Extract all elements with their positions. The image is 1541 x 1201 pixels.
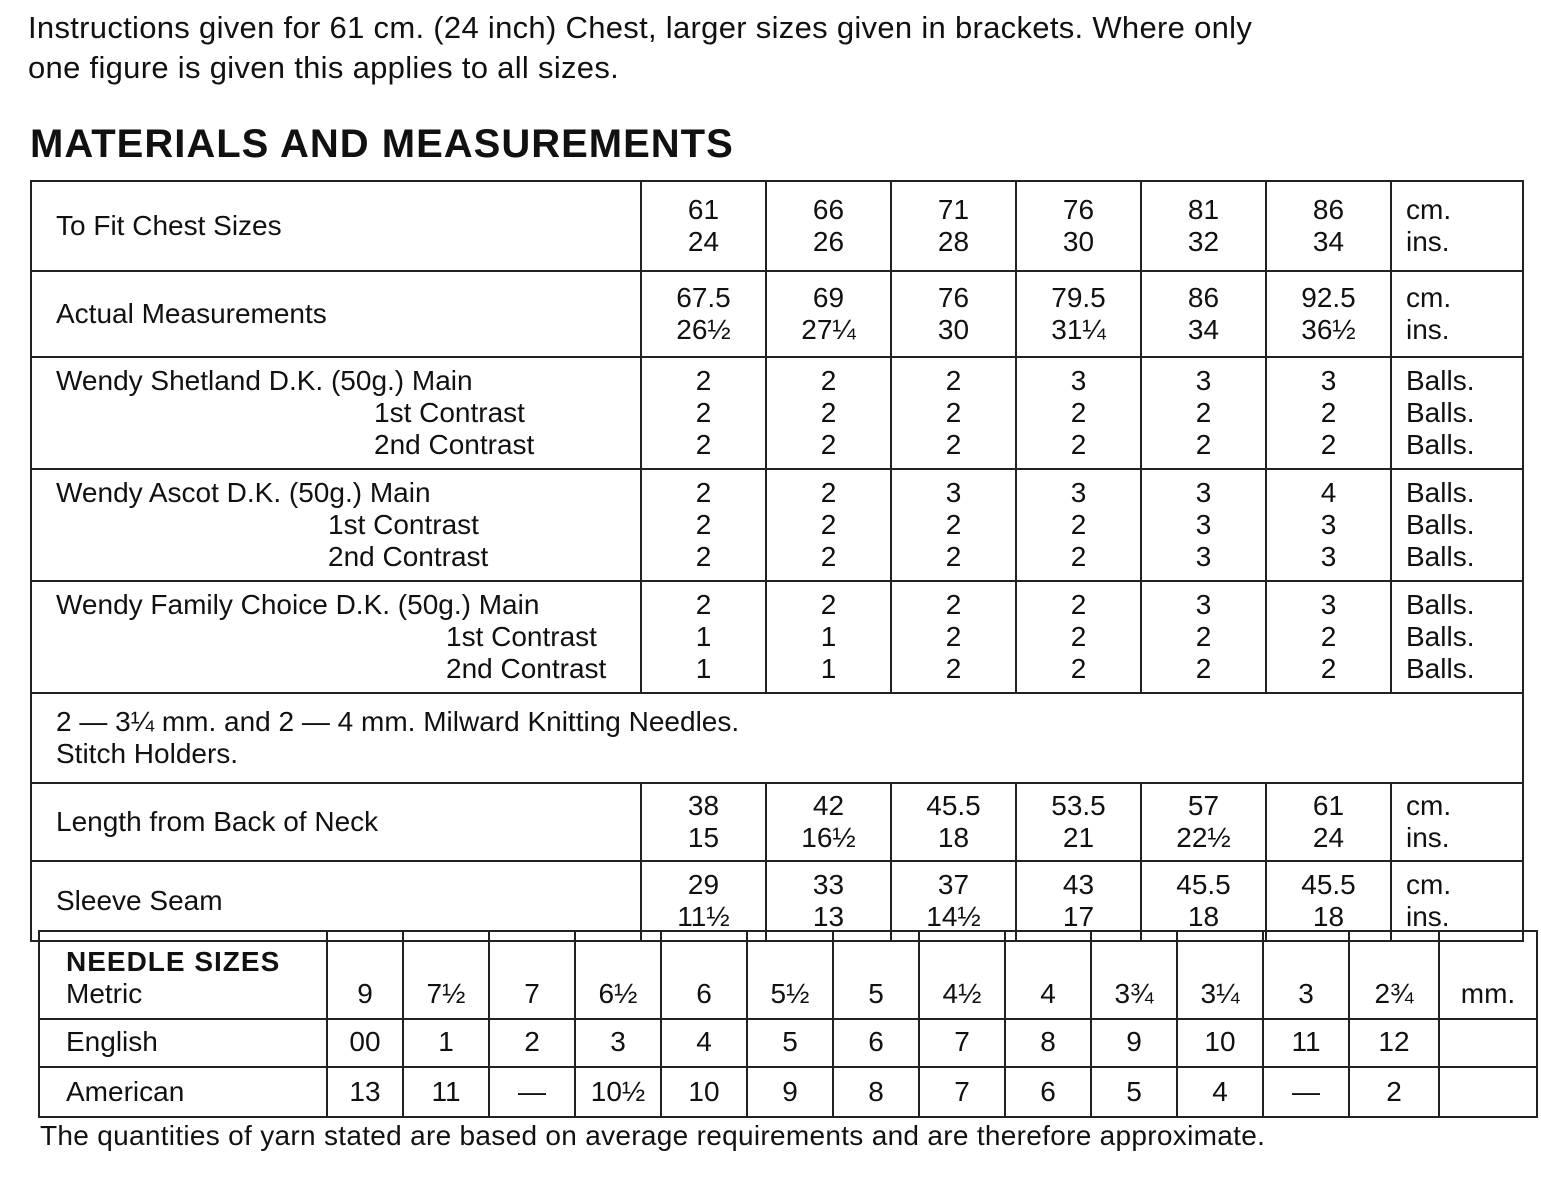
american-label: American xyxy=(39,1067,327,1117)
chest-size-cell: 66 26 xyxy=(766,181,891,271)
needle-sizes-heading: NEEDLE SIZES xyxy=(66,946,281,977)
row-actual-measurements xyxy=(31,271,1523,357)
needle-english-cell: 5 xyxy=(747,1019,833,1067)
row-yarn-family-choice xyxy=(31,581,1523,693)
needle-american-cell: 7 xyxy=(919,1067,1005,1117)
needle-metric-cell: 5 xyxy=(833,931,919,1019)
needle-english-cell: 8 xyxy=(1005,1019,1091,1067)
materials-table xyxy=(30,180,1524,942)
yarn-cell: 3 2 2 xyxy=(1141,581,1266,693)
needle-metric-cell: 3¼ xyxy=(1177,931,1263,1019)
yarn-cell: 2 1 1 xyxy=(641,581,766,693)
needle-english-cell: 12 xyxy=(1349,1019,1439,1067)
needles-note: 2 — 3¼ mm. and 2 — 4 mm. Milward Knitting Needles. Stitch Holders. xyxy=(31,693,1523,783)
needle-metric-cell: 5½ xyxy=(747,931,833,1019)
needle-metric-cell: 7½ xyxy=(403,931,489,1019)
needle-english-cell: 3 xyxy=(575,1019,661,1067)
chest-size-cell: 61 24 xyxy=(641,181,766,271)
sleeve-cell: 45.5 18 xyxy=(1266,861,1391,941)
shetland-label: Wendy Shetland D.K. (50g.) Main 1st Contrast 2nd Contrast xyxy=(31,357,641,469)
unit-cell: Balls. Balls. Balls. xyxy=(1391,357,1523,469)
needle-english-cell: 6 xyxy=(833,1019,919,1067)
row-needles-note xyxy=(31,693,1523,783)
length-cell: 38 15 xyxy=(641,783,766,861)
needle-american-cell: 9 xyxy=(747,1067,833,1117)
sleeve-label: Sleeve Seam xyxy=(31,861,641,941)
yarn-cell: 3 2 2 xyxy=(891,469,1016,581)
yarn-cell: 2 2 2 xyxy=(891,357,1016,469)
yarn-cell: 2 2 2 xyxy=(766,469,891,581)
actual-cell: 86 34 xyxy=(1141,271,1266,357)
chest-size-cell: 81 32 xyxy=(1141,181,1266,271)
actual-label: Actual Measurements xyxy=(31,271,641,357)
needle-empty-cell xyxy=(1439,1019,1537,1067)
needle-metric-cell: 3 xyxy=(1263,931,1349,1019)
unit-cell: cm. ins. xyxy=(1391,783,1523,861)
needle-english-cell: 1 xyxy=(403,1019,489,1067)
sleeve-cell: 33 13 xyxy=(766,861,891,941)
needle-metric-cell: 6½ xyxy=(575,931,661,1019)
row-sleeve-seam xyxy=(31,861,1523,941)
length-cell: 42 16½ xyxy=(766,783,891,861)
actual-cell: 76 30 xyxy=(891,271,1016,357)
unit-cell: Balls. Balls. Balls. xyxy=(1391,469,1523,581)
yarn-cell: 2 1 1 xyxy=(766,581,891,693)
needle-english-cell: 7 xyxy=(919,1019,1005,1067)
needle-american-cell: 2 xyxy=(1349,1067,1439,1117)
needle-american-cell: 6 xyxy=(1005,1067,1091,1117)
needle-english-cell: 10 xyxy=(1177,1019,1263,1067)
needle-row-english xyxy=(39,1019,1537,1067)
sleeve-cell: 43 17 xyxy=(1016,861,1141,941)
needle-empty-cell xyxy=(1439,1067,1537,1117)
needle-metric-cell: 4 xyxy=(1005,931,1091,1019)
english-label: English xyxy=(39,1019,327,1067)
needle-row-american xyxy=(39,1067,1537,1117)
needle-english-cell: 2 xyxy=(489,1019,575,1067)
metric-label: NEEDLE SIZES Metric xyxy=(39,931,327,1019)
actual-cell: 67.5 26½ xyxy=(641,271,766,357)
intro-line-2: one figure is given this applies to all sizes. xyxy=(28,50,620,85)
sleeve-cell: 45.5 18 xyxy=(1141,861,1266,941)
chest-size-cell: 76 30 xyxy=(1016,181,1141,271)
unit-cell: cm. ins. xyxy=(1391,861,1523,941)
chest-size-cell: 71 28 xyxy=(891,181,1016,271)
needle-english-cell: 00 xyxy=(327,1019,403,1067)
yarn-cell: 3 2 2 xyxy=(1141,357,1266,469)
yarn-cell: 2 2 2 xyxy=(641,469,766,581)
row-length xyxy=(31,783,1523,861)
intro-line-1: Instructions given for 61 cm. (24 inch) Chest, larger sizes given in brackets. Where only xyxy=(28,10,1253,45)
yarn-cell: 4 3 3 xyxy=(1266,469,1391,581)
yarn-cell: 2 2 2 xyxy=(1016,581,1141,693)
needle-metric-cell: 4½ xyxy=(919,931,1005,1019)
sleeve-cell: 29 11½ xyxy=(641,861,766,941)
row-yarn-ascot xyxy=(31,469,1523,581)
chest-label: To Fit Chest Sizes xyxy=(31,181,641,271)
needle-american-cell: — xyxy=(489,1067,575,1117)
needle-metric-cell: 6 xyxy=(661,931,747,1019)
actual-cell: 69 27¼ xyxy=(766,271,891,357)
footer-note: The quantities of yarn stated are based on average requirements and are therefore approximate. xyxy=(40,1120,1266,1151)
needle-sizes-table xyxy=(38,930,1538,1118)
length-cell: 53.5 21 xyxy=(1016,783,1141,861)
intro-text xyxy=(28,8,1508,88)
yarn-cell: 2 2 2 xyxy=(766,357,891,469)
yarn-cell: 3 3 3 xyxy=(1141,469,1266,581)
length-label: Length from Back of Neck xyxy=(31,783,641,861)
row-chest-sizes xyxy=(31,181,1523,271)
needle-english-cell: 4 xyxy=(661,1019,747,1067)
actual-cell: 92.5 36½ xyxy=(1266,271,1391,357)
yarn-cell: 3 2 2 xyxy=(1266,581,1391,693)
needle-metric-unit: mm. xyxy=(1439,931,1537,1019)
needle-american-cell: 10 xyxy=(661,1067,747,1117)
yarn-cell: 3 2 2 xyxy=(1016,357,1141,469)
yarn-cell: 2 2 2 xyxy=(641,357,766,469)
needle-english-cell: 11 xyxy=(1263,1019,1349,1067)
sleeve-cell: 37 14½ xyxy=(891,861,1016,941)
yarn-cell: 3 2 2 xyxy=(1016,469,1141,581)
needle-american-cell: — xyxy=(1263,1067,1349,1117)
needle-metric-cell: 7 xyxy=(489,931,575,1019)
section-heading: MATERIALS AND MEASUREMENTS xyxy=(30,122,734,166)
needle-english-cell: 9 xyxy=(1091,1019,1177,1067)
unit-cell: cm. ins. xyxy=(1391,271,1523,357)
length-cell: 57 22½ xyxy=(1141,783,1266,861)
needle-american-cell: 13 xyxy=(327,1067,403,1117)
unit-cell: Balls. Balls. Balls. xyxy=(1391,581,1523,693)
yarn-cell: 3 2 2 xyxy=(1266,357,1391,469)
chest-size-cell: 86 34 xyxy=(1266,181,1391,271)
needle-american-cell: 8 xyxy=(833,1067,919,1117)
needle-american-cell: 10½ xyxy=(575,1067,661,1117)
needle-american-cell: 5 xyxy=(1091,1067,1177,1117)
ascot-label: Wendy Ascot D.K. (50g.) Main 1st Contrast 2nd Contrast xyxy=(31,469,641,581)
needle-metric-cell: 9 xyxy=(327,931,403,1019)
family-label: Wendy Family Choice D.K. (50g.) Main 1st Contrast 2nd Contrast xyxy=(31,581,641,693)
length-cell: 61 24 xyxy=(1266,783,1391,861)
actual-cell: 79.5 31¼ xyxy=(1016,271,1141,357)
needle-american-cell: 11 xyxy=(403,1067,489,1117)
yarn-cell: 2 2 2 xyxy=(891,581,1016,693)
needle-metric-cell: 3¾ xyxy=(1091,931,1177,1019)
needle-row-metric xyxy=(39,931,1537,1019)
row-yarn-shetland xyxy=(31,357,1523,469)
length-cell: 45.5 18 xyxy=(891,783,1016,861)
unit-cell: cm. ins. xyxy=(1391,181,1523,271)
needle-american-cell: 4 xyxy=(1177,1067,1263,1117)
needle-metric-cell: 2¾ xyxy=(1349,931,1439,1019)
